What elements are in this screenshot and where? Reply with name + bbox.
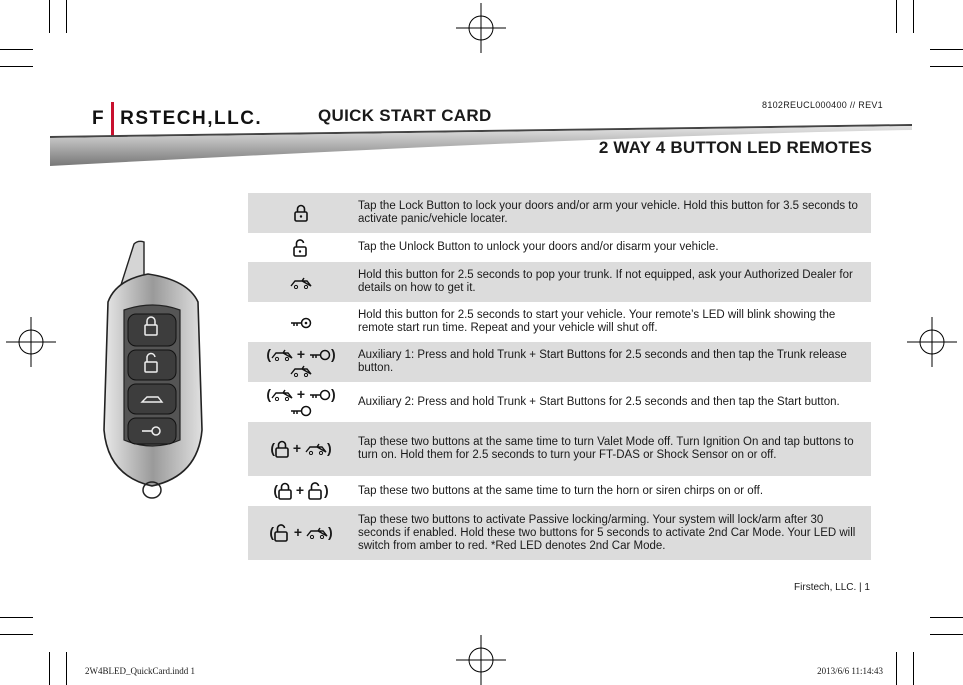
trunk-icon (271, 349, 293, 361)
crop-mark (930, 617, 963, 618)
unlock-icon (293, 239, 309, 257)
key-start-icon (290, 317, 312, 329)
trunk-icon (305, 443, 327, 455)
crop-mark (0, 66, 33, 67)
row-text: Tap these two buttons to activate Passive locking/arming. Your system will lock/arm after 30 seconds if enabled. Hold these two buttons for 5 seconds to activate 2nd Car Mode. Your LED will switch from amber to red. *Red LED denotes 2nd Car Mode. (354, 506, 871, 560)
registration-mark-left (6, 317, 56, 367)
table-row (248, 262, 871, 302)
page-title: 2 WAY 4 BUTTON LED REMOTES (598, 138, 872, 157)
crop-mark (66, 652, 67, 685)
brand-name: RSTECH,LLC. (120, 108, 263, 129)
key-start-icon (309, 349, 331, 361)
page-footer: Firstech, LLC. | 1 (794, 582, 870, 593)
registration-mark-bottom (456, 635, 506, 685)
table-row (248, 302, 871, 342)
trunk-icon (306, 527, 328, 539)
icon-cell (248, 262, 354, 302)
logo-f: F (92, 108, 106, 129)
icon-cell: ( + ) (248, 382, 354, 422)
table-row (248, 382, 871, 422)
crop-mark (930, 66, 963, 67)
icon-cell (248, 302, 354, 342)
trunk-icon (271, 389, 293, 401)
icon-cell (248, 193, 354, 233)
table-row (248, 476, 871, 506)
crop-mark (49, 652, 50, 685)
crop-mark (49, 0, 50, 33)
table-row (248, 506, 871, 560)
icon-cell: ( + ) (248, 342, 354, 382)
table-row (248, 422, 871, 476)
lock-icon (278, 482, 292, 500)
icon-cell: ( + ) (248, 422, 354, 476)
crop-mark (913, 652, 914, 685)
date-slug: 2013/6/6 11:14:43 (817, 666, 883, 676)
registration-mark-right (907, 317, 957, 367)
row-text: Hold this button for 2.5 seconds to pop your trunk. If not equipped, ask your Authorized Dealer for details on how to get it. (354, 262, 871, 302)
table-row (248, 342, 871, 382)
table-row (248, 233, 871, 262)
crop-mark (896, 0, 897, 33)
table-row (248, 193, 871, 233)
registration-mark-top (456, 3, 506, 53)
remote-image (98, 240, 208, 502)
row-text: Hold this button for 2.5 seconds to start your vehicle. Your remote’s LED will blink showing the remote start run time. Repeat and your vehicle will shut off. (358, 309, 836, 334)
lock-icon (275, 440, 289, 458)
crop-mark (0, 634, 33, 635)
crop-mark (913, 0, 914, 33)
trunk-icon (290, 365, 312, 377)
crop-mark (0, 617, 33, 618)
icon-cell (248, 233, 354, 262)
unlock-icon (274, 524, 290, 542)
row-text: Tap these two buttons at the same time to turn Valet Mode off. Turn Ignition On and tap buttons to turn on. Hold them for 2.5 seconds to turn your FT-DAS or Shock Sensor on or off. (354, 422, 871, 476)
key-start-icon (290, 405, 312, 417)
icon-cell: ( + ) (248, 476, 354, 506)
crop-mark (0, 49, 33, 50)
row-text: Tap these two buttons at the same time to turn the horn or siren chirps on or off. (358, 484, 764, 497)
crop-mark (66, 0, 67, 33)
crop-mark (930, 634, 963, 635)
trunk-icon (290, 277, 312, 289)
row-text: Tap the Unlock Button to unlock your doors and/or disarm your vehicle. (358, 241, 719, 253)
row-text: Auxiliary 1: Press and hold Trunk + Start Buttons for 2.5 seconds and then tap the Trunk release button. (354, 342, 871, 382)
lock-icon (294, 204, 308, 222)
unlock-icon (308, 482, 324, 500)
card-title: QUICK START CARD (318, 106, 492, 125)
doc-number: 8102REUCL000400 // REV1 (762, 100, 883, 110)
key-start-icon (309, 389, 331, 401)
crop-mark (896, 652, 897, 685)
crop-mark (930, 49, 963, 50)
operations-table (248, 193, 871, 560)
file-slug: 2W4BLED_QuickCard.indd 1 (85, 666, 195, 676)
row-text: Auxiliary 2: Press and hold Trunk + Start Buttons for 2.5 seconds and then tap the Start button. (358, 395, 840, 408)
icon-cell: ( + ) (248, 506, 354, 560)
row-text: Tap the Lock Button to lock your doors and/or arm your vehicle. Hold this button for 3.5 seconds to activate panic/vehicle locater. (354, 193, 871, 233)
